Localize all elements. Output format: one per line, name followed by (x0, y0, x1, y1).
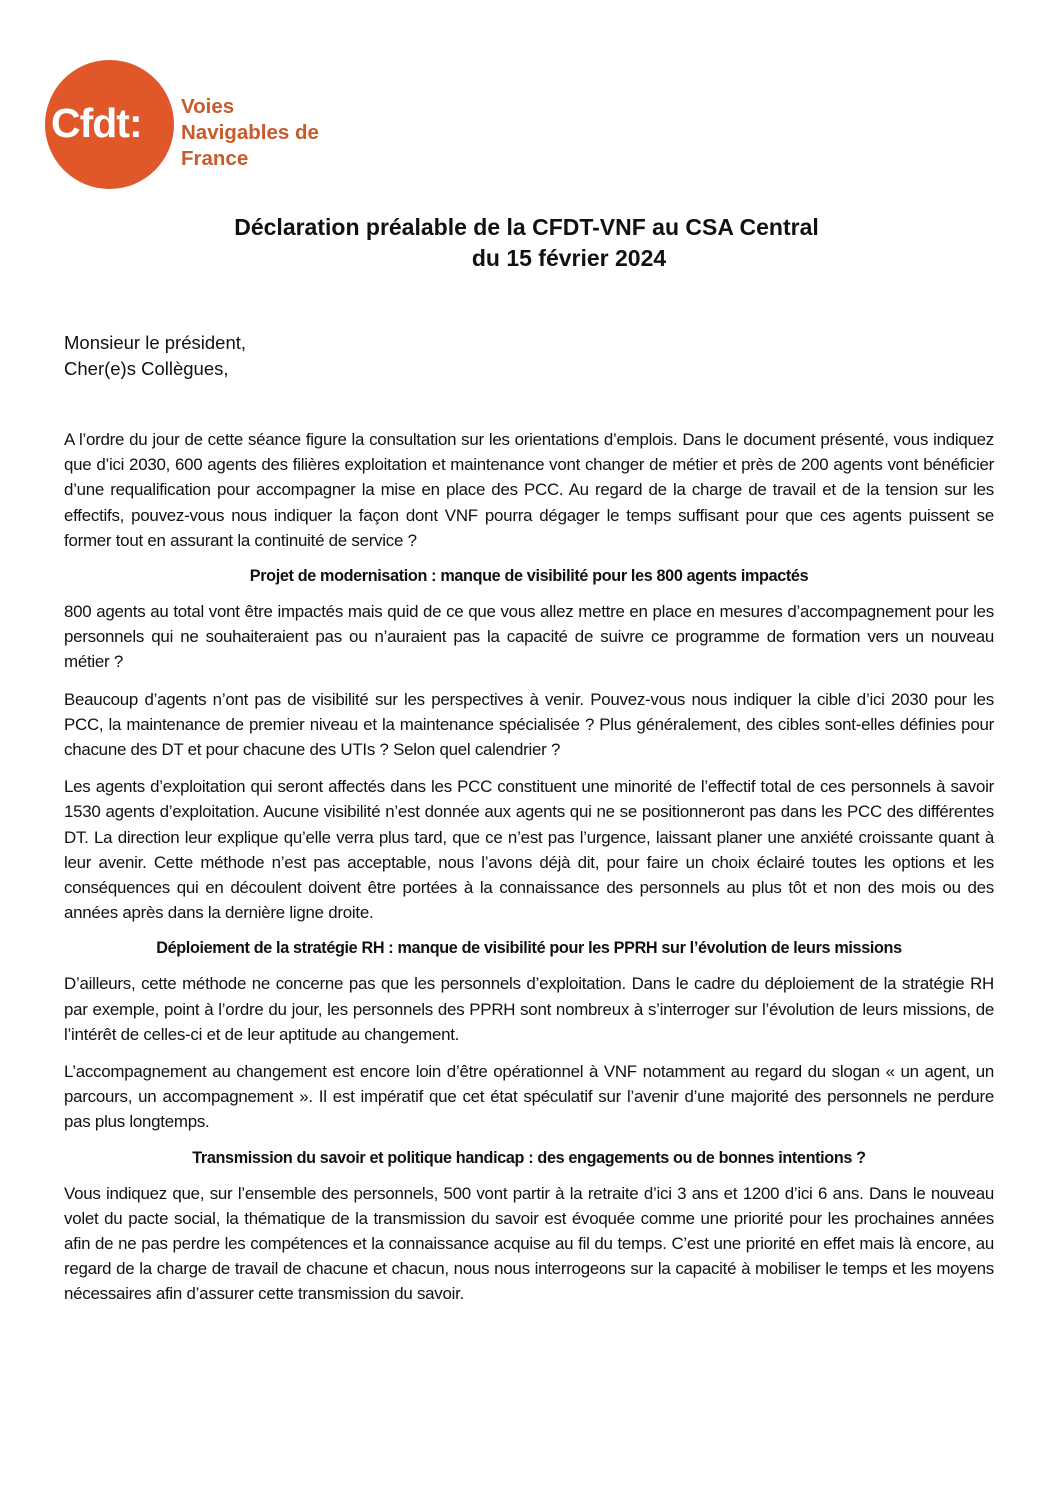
paragraph: Vous indiquez que, sur l’ensemble des personnels, 500 vont partir à la retraite d’ici 3 ans et 1200 d’ici 6 ans. Dans le nouveau volet du pacte social, la thématique de la transmission du savoir est évoquée comme une priorité pour les prochaines années afin de ne pas perdre les compétences et la connaissance acquise au fil du temps. C’est une priorité en effet mais là encore, au regard de la charge de travail de chacune et chacun, nous nous interrogeons sur la capacité à mobiliser le temps et les moyens nécessaires afin d’assurer cette transmission du savoir. (64, 1183, 994, 1304)
cfdt-vnf-logo (45, 60, 345, 190)
logo-line-3: France (181, 147, 249, 170)
paragraph-intro: A l’ordre du jour de cette séance figure la consultation sur les orientations d’emplois. Dans le document présenté, vous indiquez que d’ici 2030, 600 agents des filières exploitation et maintenance vont changer de métier et près de 200 agents vont bénéficier d’une requalification pour accompagner la mise en place des PCC. Au regard de la charge de travail et de la tension sur les effectifs, pouvez-vous nous indiquer la façon dont VNF pourra dégager le temps suffisant pour que ces agents puissent se former tout en assurant la continuité de service ? (64, 430, 994, 550)
salutation-line-1: Monsieur le président, (64, 332, 247, 353)
logo-circle (45, 60, 174, 189)
document-title (0, 212, 1058, 274)
section-heading-strategie-rh: Déploiement de la stratégie RH : manque de visibilité pour les PPRH sur l’évolution de leurs missions (156, 939, 902, 958)
salutation (64, 330, 246, 382)
paragraph: Beaucoup d’agents n’ont pas de visibilité sur les perspectives à venir. Pouvez-vous nous indiquer la cible d’ici 2030 pour les PCC, la maintenance de premier niveau et la maintenance spécialisée ? Plus généralement, des cibles sont-elles définies pour chacune des DT et pour chacune des UTIs ? Selon quel calendrier ? (64, 689, 994, 760)
salutation-line-2: Cher(e)s Collègues, (64, 358, 229, 379)
logo-text (181, 94, 319, 172)
section-heading-transmission: Transmission du savoir et politique handicap : des engagements ou de bonnes intentions ? (192, 1148, 866, 1167)
paragraph: D’ailleurs, cette méthode ne concerne pas que les personnels d’exploitation. Dans le cadre du déploiement de la stratégie RH par exemple, point à l’ordre du jour, les personnels des PPRH sont nombreux à s’interroger sur l’évolution de leurs missions, de l’intérêt de celles-ci et de leur aptitude au changement. (64, 974, 994, 1044)
paragraph: Les agents d’exploitation qui seront affectés dans les PCC constituent une minorité de l’effectif total de ces personnels à savoir 1530 agents d’exploitation. Aucune visibilité n’est donnée aux agents qui ne se positionneront pas dans les PCC des différentes DT. La direction leur explique qu’elle verra plus tard, que ce n’est pas l’urgence, laissant planer une anxiété croissante quant à leur avenir. Cette méthode n’est pas acceptable, nous l’avons déjà dit, pour faire un choix éclairé toutes les options et les conséquences qui en découlent doivent être portées à la connaissance des personnels au plus tôt et non des mois ou des années après dans la dernière ligne droite. (64, 777, 994, 923)
logo-line-1: Voies (181, 95, 235, 118)
logo-mark: Cfdt: (51, 100, 142, 146)
section-heading-modernisation: Projet de modernisation : manque de visibilité pour les 800 agents impactés (249, 567, 809, 586)
paragraph: 800 agents au total vont être impactés mais quid de ce que vous allez mettre en place en mesures d’accompagnement pour les personnels qui ne souhaiteraient pas ou n’auraient pas la capacité de suivre ce programme de formation vers un nouveau métier ? (64, 602, 994, 672)
logo-line-2: Navigables de (181, 121, 319, 144)
title-line-2: du 15 février 2024 (471, 245, 667, 271)
document-body (64, 427, 994, 1319)
paragraph: L’accompagnement au changement est encore loin d’être opérationnel à VNF notamment au regard du slogan « un agent, un parcours, un accompagnement ». Il est impératif que cet état spéculatif sur l’avenir d’une majorité des personnels ne perdure pas plus longtemps. (64, 1062, 994, 1132)
title-line-1: Déclaration préalable de la CFDT-VNF au CSA Central (234, 214, 819, 240)
